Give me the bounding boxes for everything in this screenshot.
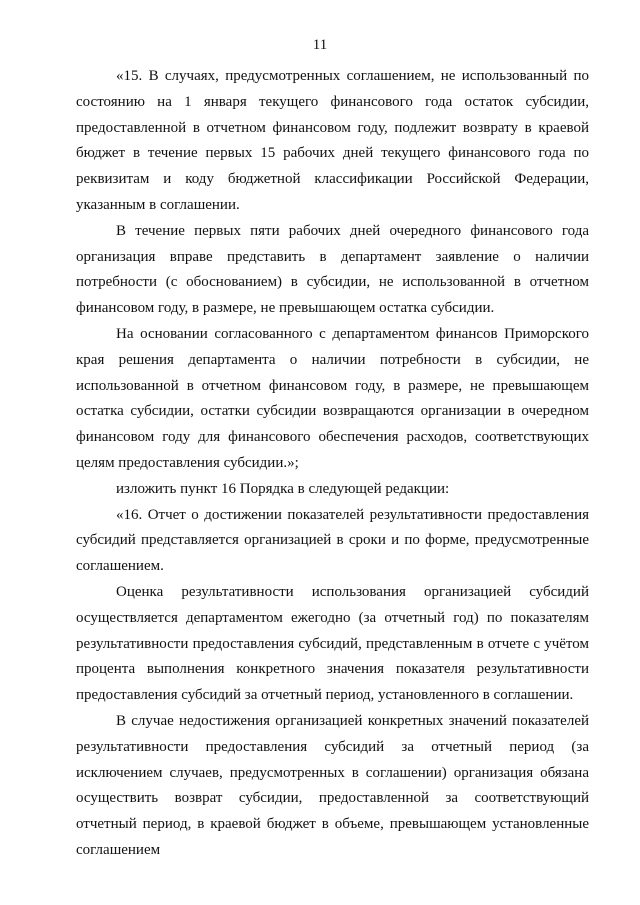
document-body: [76, 64, 589, 864]
paragraph-non-achievement: В случае недостижения организацией конкретных значений показателей результативности предоставления субсидий за отчетный период (за исключением случаев, предусмотренных в соглашении) организация обязана осуществить возврат субсидии, предоставленной за соответствующий отчетный период, в краевой бюджет в объеме, превышающем установленные соглашением: [76, 712, 589, 858]
paragraph-amend-clause-16: изложить пункт 16 Порядка в следующей редакции:: [116, 480, 450, 497]
paragraph-remainder-return: На основании согласованного с департаментом финансов Приморского края решения департамента о наличии потребности в субсидии, не использованной в отчетном финансовом году, в размере, не превышающем остатка субсидии, остатки субсидии возвращаются организации в очередном финансовом году для финансового обеспечения расходов, соответствующих целям предоставления субсидии.»;: [76, 325, 589, 471]
page-number: 11: [312, 37, 328, 53]
paragraph-clause-16: «16. Отчет о достижении показателей результативности предоставления субсидий представляется организацией в сроки и по форме, предусмотренные соглашением.: [76, 506, 589, 575]
paragraph-effectiveness-assessment: Оценка результативности использования организацией субсидий осуществляется департаментом ежегодно (за отчетный год) по показателям результативности предоставления субсидий, представленным в отчете с учётом процента выполнения конкретного значения показателя результативности предоставления субсидий за отчетный период, установленного в соглашении.: [76, 583, 589, 704]
paragraph-application-deadline: В течение первых пяти рабочих дней очередного финансового года организация вправе представить в департамент заявление о наличии потребности (с обоснованием) в субсидии, не использованной в отчетном финансовом году, в размере, не превышающем остатка субсидии.: [76, 222, 589, 317]
paragraph-clause-15: «15. В случаях, предусмотренных соглашением, не использованный по состоянию на 1 января текущего финансового года остаток субсидии, предоставленной в отчетном финансовом году, подлежит возврату в краевой бюджет в течение первых 15 рабочих дней текущего финансового года по реквизитам и коду бюджетной классификации Российской Федерации, указанным в соглашении.: [76, 68, 589, 213]
